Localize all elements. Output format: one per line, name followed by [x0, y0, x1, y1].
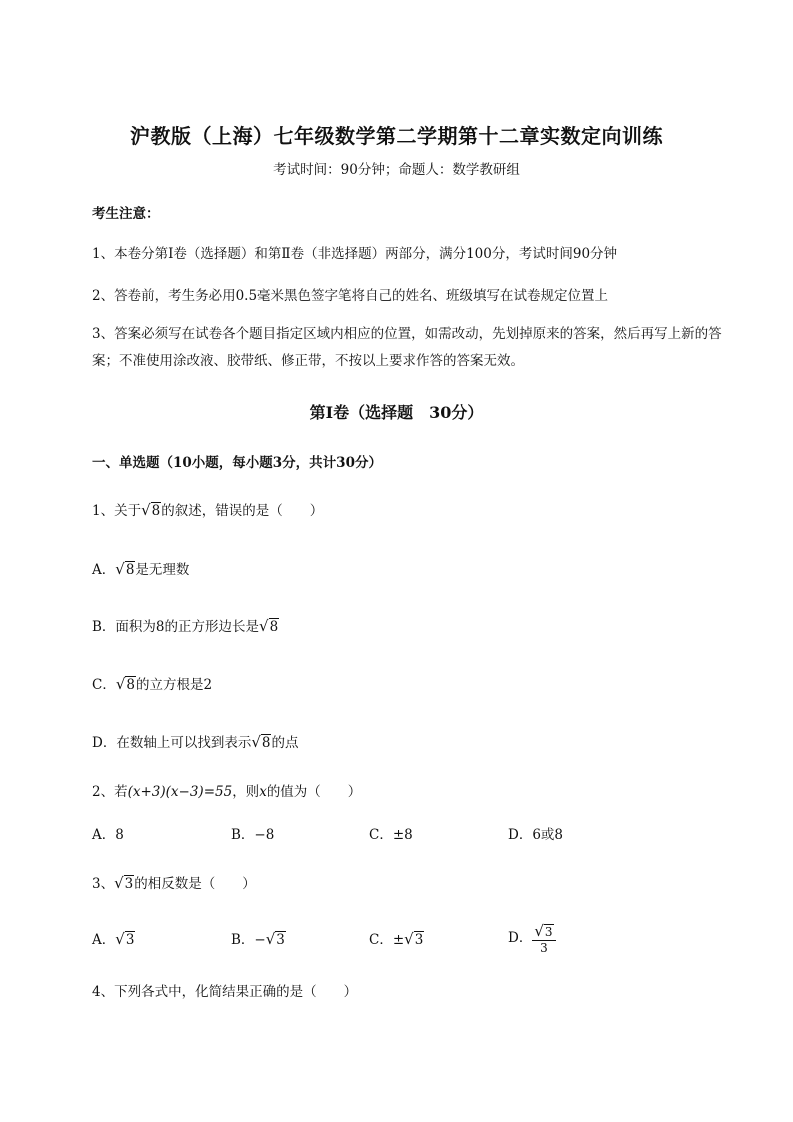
q2-option-b[interactable]: B．−8	[231, 827, 275, 843]
exam-title: 沪教版（上海）七年级数学第二学期第十二章实数定向训练	[130, 124, 663, 148]
notice-item-1: 1、本卷分第Ⅰ卷（选择题）和第Ⅱ卷（非选择题）两部分，满分100分，考试时间90分钟	[92, 246, 618, 262]
q2-option-d[interactable]: D．6或8	[508, 827, 564, 843]
sqrt-8: √8	[115, 560, 135, 578]
exam-subtitle: 考试时间：90分钟；命题人：数学教研组	[273, 162, 520, 178]
q2-option-c[interactable]: C．±8	[369, 827, 413, 843]
q1-option-d[interactable]: D．在数轴上可以找到表示√8的点	[92, 733, 299, 751]
notice-item-2: 2、答卷前，考生务必用0.5毫米黑色签字笔将自己的姓名、班级填写在试卷规定位置上	[92, 288, 609, 304]
q3-option-c[interactable]: C．±√3	[369, 930, 424, 948]
sqrt-8: √8	[115, 675, 135, 693]
sqrt-8: √8	[251, 733, 271, 751]
part-heading: 一、单选题（10小题，每小题3分，共计30分）	[92, 455, 382, 471]
notice-heading: 考生注意：	[92, 206, 160, 222]
q3-option-b[interactable]: B．−√3	[231, 930, 285, 948]
notice-item-3: 3、答案必须写在试卷各个题目指定区域内相应的位置，如需改动，先划掉原来的答案，然后再写上新的答案；不准使用涂改液、胶带纸、修正带，不按以上要求作答的答案无效。	[92, 326, 722, 369]
question-2: 2、若(x+3)(x−3)=55，则x的值为（ ）	[92, 784, 362, 800]
q1-prefix: 1、关于	[92, 503, 142, 519]
q1-option-a[interactable]: A．√8是无理数	[92, 560, 190, 578]
q2-variable: x	[259, 784, 267, 800]
sqrt-8: √8	[141, 501, 161, 519]
q1-option-c[interactable]: C．√8的立方根是2	[92, 675, 213, 693]
q3-option-d[interactable]: D． $\frac{√3}{3}$	[508, 922, 556, 955]
question-3: 3、√3的相反数是（ ）	[92, 874, 256, 892]
sqrt-8: √8	[259, 617, 279, 635]
q2-equation: (x+3)(x−3)=55	[127, 784, 233, 800]
q3-option-a[interactable]: A．√3	[92, 930, 135, 948]
q2-option-a[interactable]: A．8	[92, 827, 124, 843]
fraction: $\frac{√3}{3}$	[532, 922, 555, 955]
question-1	[92, 499, 323, 519]
q1-suffix: 的叙述，错误的是（ ）	[161, 503, 324, 519]
question-4: 4、下列各式中，化简结果正确的是（ ）	[92, 984, 358, 1000]
q1-option-b[interactable]: B．面积为8的正方形边长是√8	[92, 617, 279, 635]
section-title: 第Ⅰ卷（选择题 30分）	[309, 403, 484, 422]
sqrt-3: √3	[114, 874, 134, 892]
